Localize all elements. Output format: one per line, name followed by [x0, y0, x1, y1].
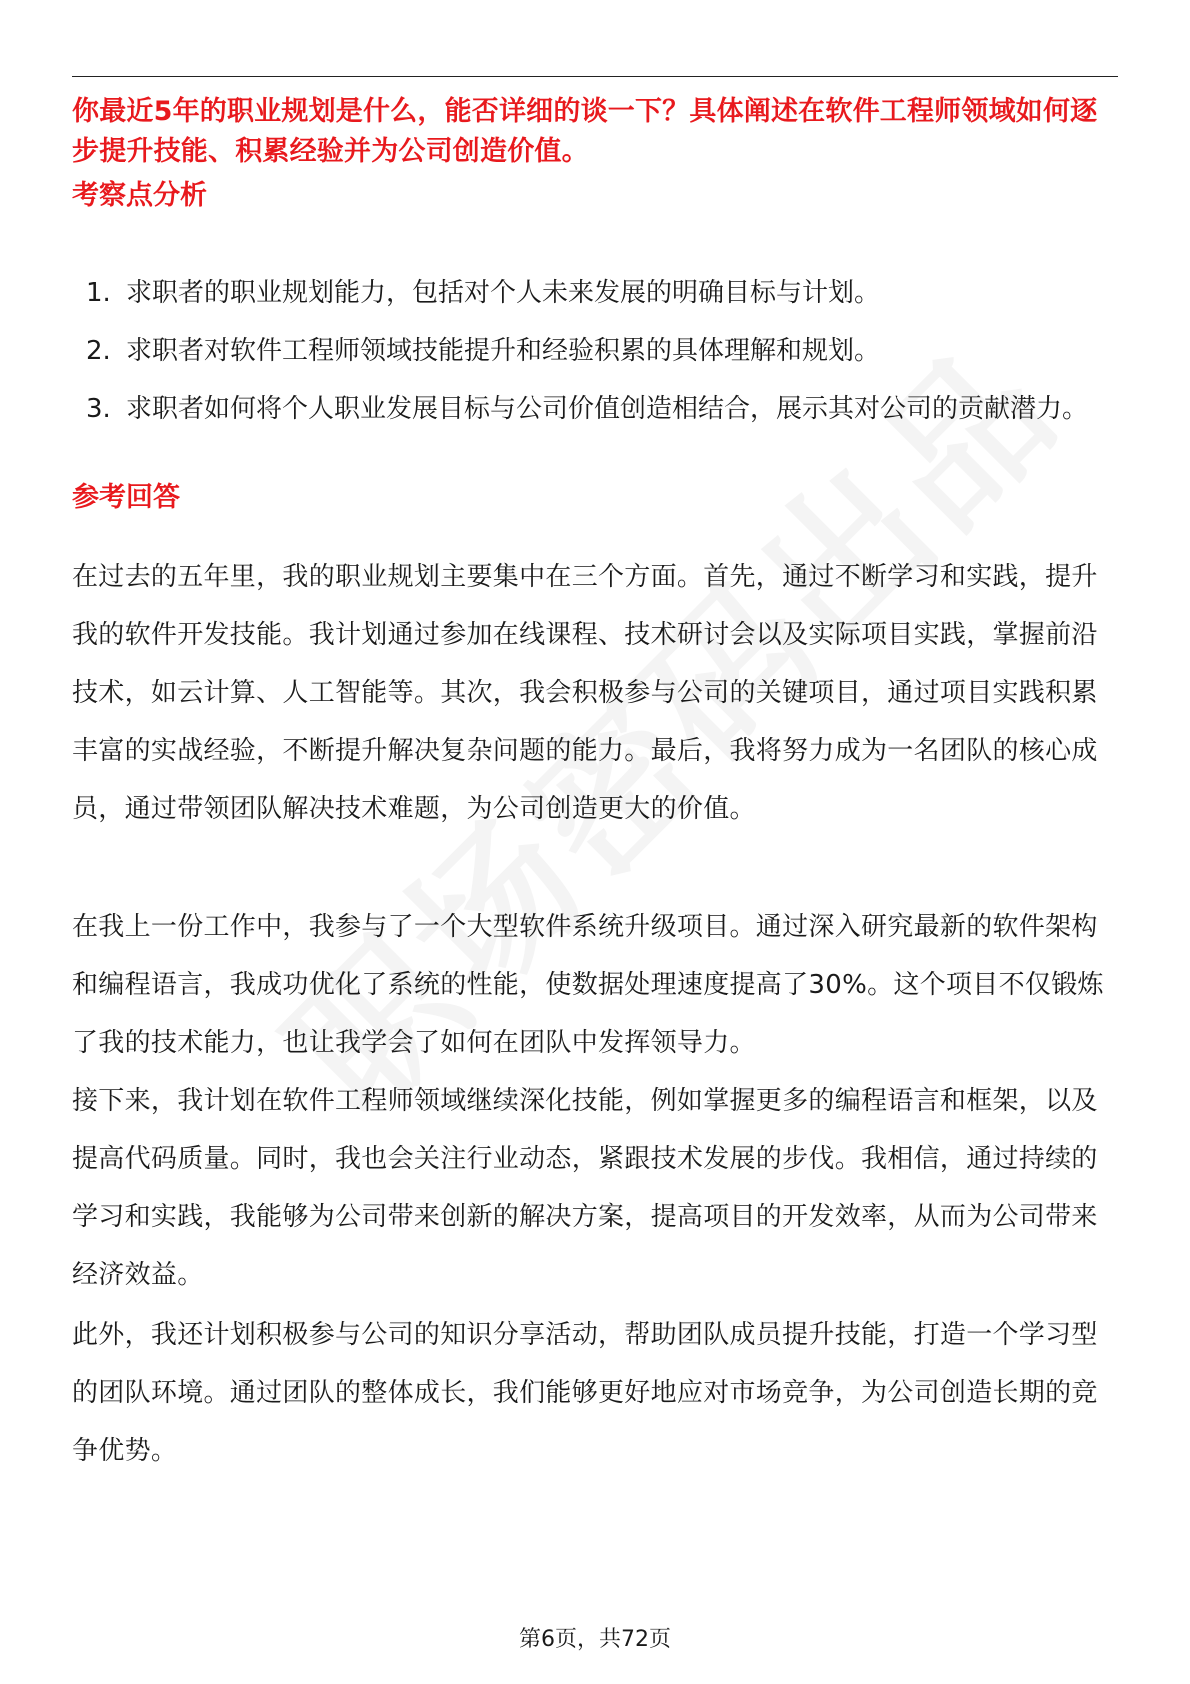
analysis-item-3	[72, 380, 1122, 438]
question-title: 你最近5年的职业规划是什么，能否详细的谈一下？具体阐述在软件工程师领域如何逐步提升技能、积累经验并为公司创造价值。	[72, 96, 1098, 167]
answer-paragraph-2: 在我上一份工作中，我参与了一个大型软件系统升级项目。通过深入研究最新的软件架构和编程语言，我成功优化了系统的性能，使数据处理速度提高了30%。这个项目不仅锻炼了我的技术能力，也让我学会了如何在团队中发挥领导力。	[72, 912, 1104, 1058]
analysis-heading: 考察点分析	[72, 180, 207, 211]
list-number: 3.	[86, 394, 111, 424]
list-number: 1.	[86, 278, 111, 308]
list-number: 2.	[86, 336, 111, 366]
answer-paragraph-1: 在过去的五年里，我的职业规划主要集中在三个方面。首先，通过不断学习和实践，提升我的软件开发技能。我计划通过参加在线课程、技术研讨会以及实际项目实践，掌握前沿技术，如云计算、人工智能等。其次，我会积极参与公司的关键项目，通过项目实践积累丰富的实战经验，不断提升解决复杂问题的能力。最后，我将努力成为一名团队的核心成员，通过带领团队解决技术难题，为公司创造更大的价值。	[72, 562, 1098, 824]
analysis-list	[72, 264, 1122, 438]
list-text: 求职者如何将个人职业发展目标与公司价值创造相结合，展示其对公司的贡献潜力。	[126, 394, 1089, 424]
answer-paragraph-4: 此外，我还计划积极参与公司的知识分享活动，帮助团队成员提升技能，打造一个学习型的团队环境。通过团队的整体成长，我们能够更好地应对市场竞争，为公司创造长期的竞争优势。	[72, 1320, 1098, 1466]
analysis-item-1	[72, 264, 1122, 322]
top-divider	[72, 76, 1118, 77]
answer-paragraph-3: 接下来，我计划在软件工程师领域继续深化技能，例如掌握更多的编程语言和框架，以及提高代码质量。同时，我也会关注行业动态，紧跟技术发展的步伐。我相信，通过持续的学习和实践，我能够为公司带来创新的解决方案，提高项目的开发效率，从而为公司带来经济效益。	[72, 1086, 1098, 1290]
analysis-item-2	[72, 322, 1122, 380]
page-number: 第6页，共72页	[519, 1627, 671, 1652]
list-text: 求职者的职业规划能力，包括对个人未来发展的明确目标与计划。	[126, 278, 881, 308]
answer-heading: 参考回答	[72, 482, 180, 513]
list-text: 求职者对软件工程师领域技能提升和经验积累的具体理解和规划。	[126, 336, 881, 366]
